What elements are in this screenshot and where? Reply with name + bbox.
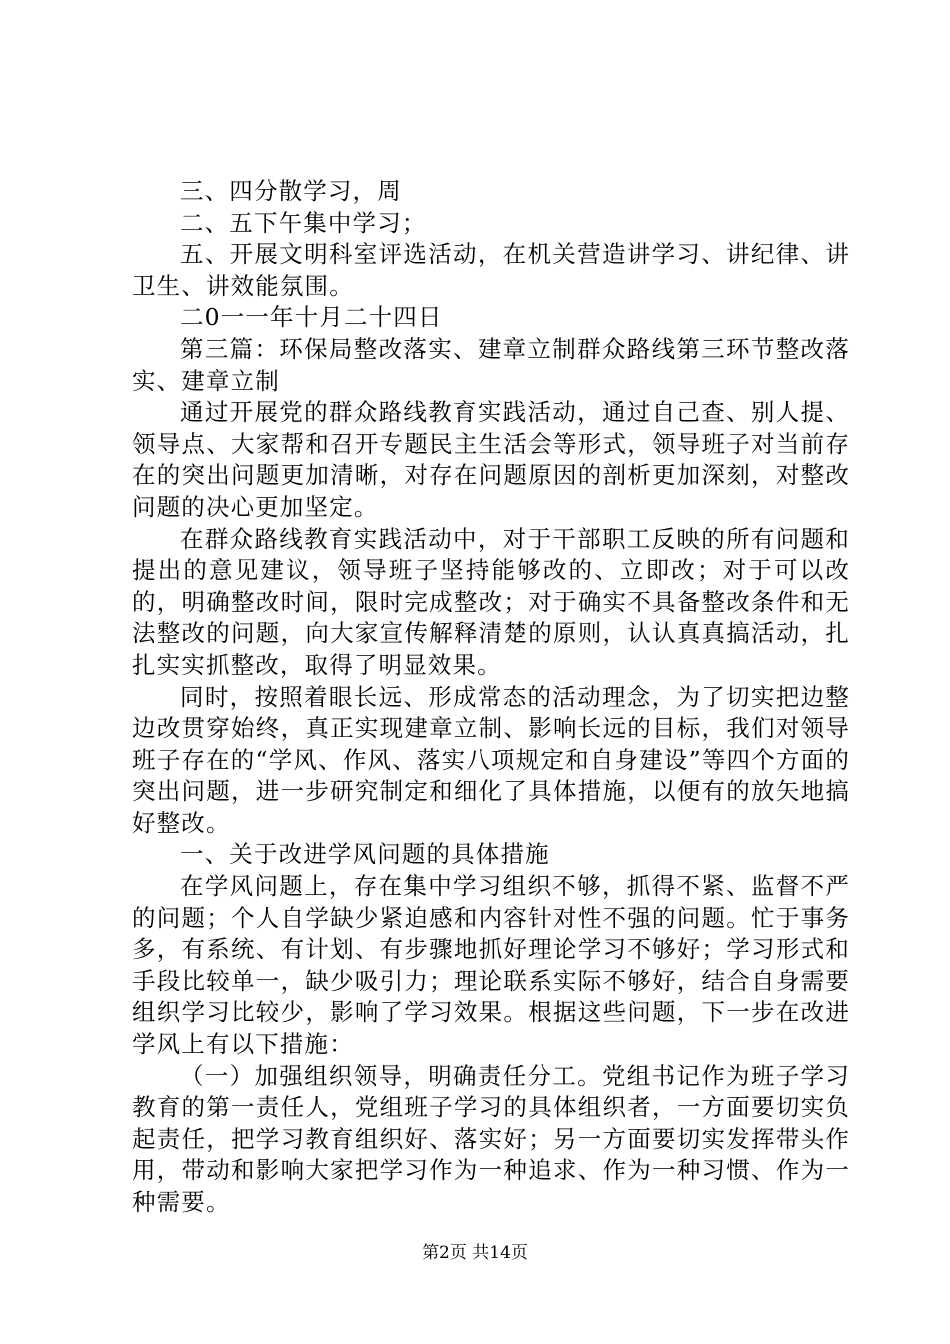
paragraph-long-term: 同时，按照着眼长远、形成常态的活动理念，为了切实把边整边改贯穿始终，真正实现建章立制、影响长远的目标，我们对领导班子存在的“学风、作风、落实八项规定和自身建设”等四个方面的突出问题，进一步研究制定和细化了具体措施，以便有的放矢地搞好整改。 [132, 682, 850, 837]
paragraph-intro: 通过开展党的群众路线教育实践活动，通过自己查、别人提、领导点、大家帮和召开专题民主生活会等形式，领导班子对当前存在的突出问题更加清晰，对存在问题原因的剖析更加深刻，对整改问题的决心更加坚定。 [132, 398, 850, 521]
paragraph-civilized-office: 五、开展文明科室评选活动，在机关营造讲学习、讲纪律、讲卫生、讲效能氛围。 [132, 240, 850, 300]
document-body [132, 176, 850, 1219]
paragraph-study-schedule-1: 三、四分散学习，周 [180, 177, 402, 205]
section-heading-chapter-3: 第三篇：环保局整改落实、建章立制群众路线第三环节整改落实、建章立制 [132, 334, 850, 395]
paragraph-date: 二0一一年十月二十四日 [180, 303, 443, 332]
paragraph-study-schedule-2: 二、五下午集中学习； [180, 208, 427, 237]
page-number-footer: 第2页 共14页 [422, 1243, 528, 1263]
paragraph-rectification: 在群众路线教育实践活动中，对于干部职工反映的所有问题和提出的意见建议，领导班子坚持能够改的、立即改；对于可以改的，明确整改时间，限时完成整改；对于确实不具备整改条件和无法整改的问题，向大家宣传解释清楚的原则，认认真真搞活动，扎扎实实抓整改，取得了明显效果。 [132, 524, 850, 679]
paragraph-study-problems: 在学风问题上，存在集中学习组织不够，抓得不紧、监督不严的问题；个人自学缺少紧迫感和内容针对性不强的问题。忙于事务多，有系统、有计划、有步骤地抓好理论学习不够好；学习形式和手段比较单一，缺少吸引力；理论联系实际不够好，结合自身需要组织学习比较少，影响了学习效果。根据这些问题，下一步在改进学风上有以下措施： [132, 872, 850, 1059]
section-heading-study-style: 一、关于改进学风问题的具体措施 [180, 840, 550, 869]
paragraph-measure-1: （一）加强组织领导，明确责任分工。党组书记作为班子学习教育的第一责任人，党组班子学习的具体组织者，一方面要切实负起责任，把学习教育组织好、落实好；另一方面要切实发挥带头作用，带动和影响大家把学习作为一种追求、作为一种习惯、作为一种需要。 [132, 1061, 850, 1216]
